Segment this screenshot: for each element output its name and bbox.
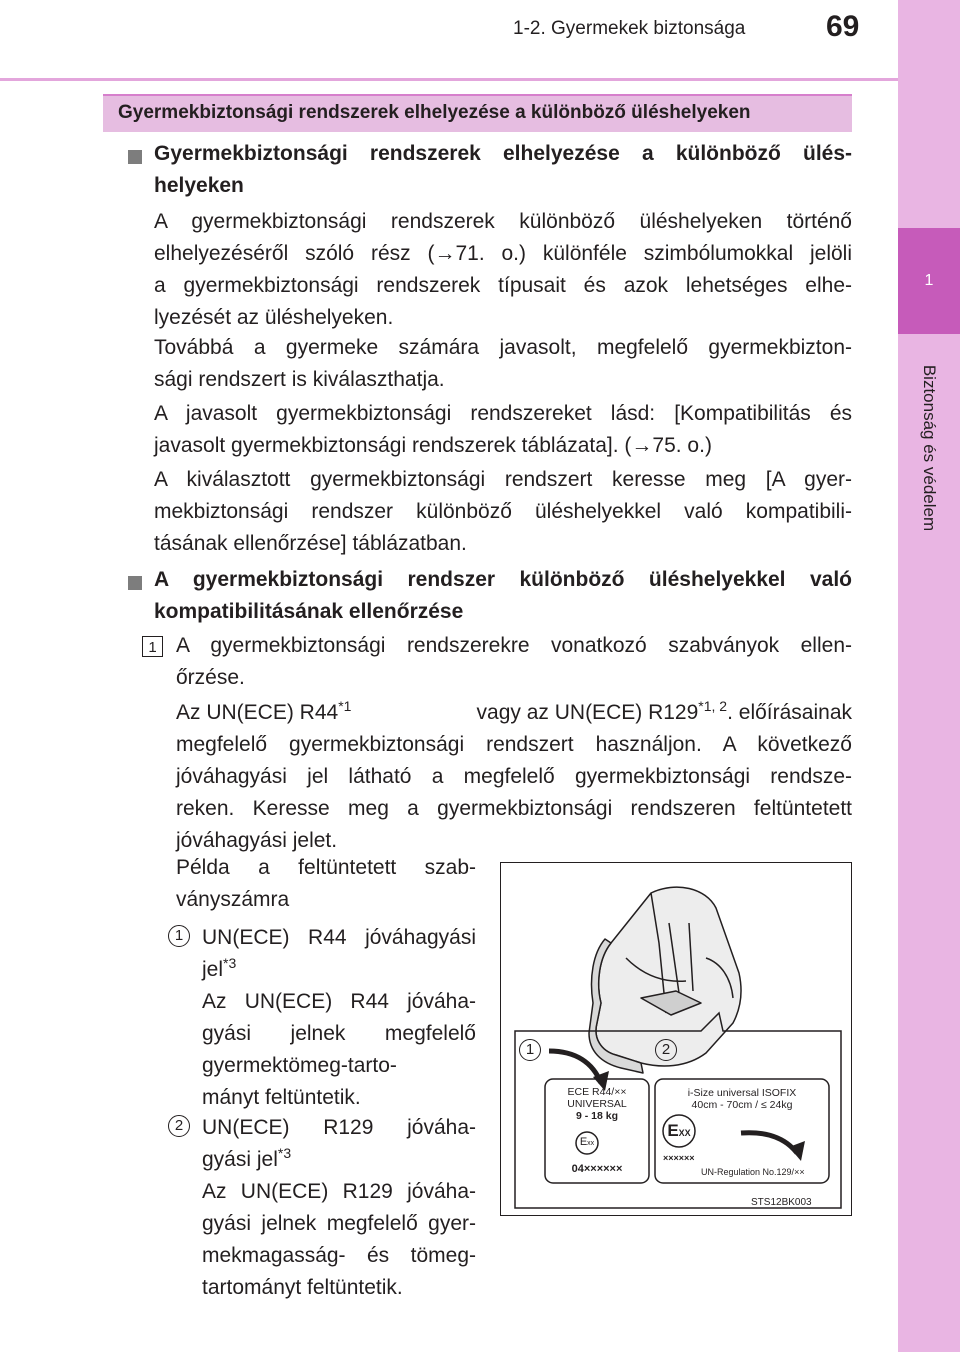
r44-line3: 9 - 18 kg [575, 1110, 619, 1122]
item2-number-circle: 2 [168, 1115, 190, 1137]
r129-regulation-mark: ×× [794, 1167, 805, 1177]
text-line: mekmagasság- és tömeg- [202, 1244, 476, 1267]
footnote-mark: *3 [223, 955, 237, 971]
r44-label-text [545, 1086, 649, 1122]
chapter-side-tab [898, 0, 960, 1352]
text-line: őrzése. [176, 666, 245, 689]
text-line: A kiválasztott gyermekbiztonsági rendszert keresse meg [A gyer- [154, 468, 852, 491]
r44-code-num: 04 [571, 1163, 584, 1175]
text-line: A javasolt gyermekbiztonsági rendszereket lásd: [Kompatibilitás és [154, 402, 852, 425]
r129-e-mark [663, 1121, 695, 1141]
section1-paragraph2 [154, 332, 852, 396]
bullet-square-icon [128, 150, 142, 164]
text-line: a gyermekbiztonsági rendszerek típusait és azok lehetséges elhe- [154, 274, 852, 297]
r129-regulation-text: UN-Regulation No.129/ [701, 1167, 795, 1177]
item1-text [202, 922, 476, 1114]
r129-label-text [655, 1087, 829, 1111]
text-line: tartományt feltüntetik. [202, 1276, 403, 1299]
std-text-b: vagy az UN(ECE) R129 [476, 701, 699, 724]
item2-text [202, 1112, 476, 1304]
arrow-1 [549, 1051, 601, 1083]
r129-line1: i-Size universal ISOFIX [687, 1087, 797, 1099]
std-part-a [176, 697, 351, 729]
r44-e-letter: E [579, 1136, 588, 1148]
r129-line2: 40cm - 70cm / ≤ 24kg [691, 1099, 793, 1111]
bullet-square-icon [128, 576, 142, 590]
section-banner-title: Gyermekbiztonsági rendszerek elhelyezése a különböző üléshelyeken [118, 102, 751, 123]
page-number: 69 [826, 10, 860, 43]
text-line: gyermektömeg-tarto- [202, 1054, 397, 1077]
r129-code: ×××××× [663, 1153, 695, 1163]
section1-paragraph1 [154, 206, 852, 334]
text-line: megfelelő gyermekbiztonsági rendszert használjon. A következő [176, 733, 852, 756]
section1-paragraph4 [154, 464, 852, 560]
text-line: jóváhagyási jel látható a megfelelő gyermekbiztonsági rendsze- [176, 765, 852, 788]
r44-line1-mark: ×× [614, 1086, 627, 1098]
std-part-b [477, 697, 852, 729]
text-line: jóváhagyási jelet. [176, 829, 338, 852]
chapter-title [918, 338, 940, 558]
r44-line2: UNIVERSAL [567, 1098, 627, 1110]
std-text-a: Az UN(ECE) R44 [176, 701, 339, 724]
arrow-2 [741, 1133, 797, 1153]
approval-label-figure [500, 862, 852, 1216]
item2-title-line2 [202, 1144, 476, 1176]
chapter-title-text: Biztonság és védelem [920, 364, 939, 532]
text-line: lyezését az üléshelyeken. [154, 306, 394, 329]
text-line: reken. Keresse meg a gyermekbiztonsági rendszeren feltüntetett [176, 797, 852, 820]
text-line: A gyermekbiztonsági rendszerek különböző üléshelyeken történő [154, 210, 852, 233]
chapter-number: 1 [898, 228, 960, 334]
text-line: gyási jelnek megfelelő [202, 1022, 476, 1045]
text-line: tásának ellenőrzése] táblázatban. [154, 532, 467, 555]
section1-heading-line1: Gyermekbiztonsági rendszerek elhelyezése a különböző ülés- [154, 142, 852, 165]
text-line: elhelyezéséről szóló rész (→71. o.) különféle szimbólumokkal jelöli [154, 242, 852, 265]
step-text [176, 630, 852, 694]
text-line: sági rendszert is kiválaszthatja. [154, 368, 445, 391]
section2-heading-line2: kompatibilitásának ellenőrzése [154, 600, 464, 623]
figure-code: STS12BK003 [751, 1197, 812, 1208]
text-span: gyási jel [202, 1148, 278, 1171]
r44-code-mark: ×××××× [583, 1163, 623, 1175]
footnote-mark: *1, 2 [698, 698, 728, 714]
section1-heading-line2: helyeken [154, 174, 244, 197]
figure-callout-2: 2 [655, 1039, 677, 1061]
r44-line1-text: ECE R44/ [567, 1086, 615, 1098]
footnote-mark: *1 [338, 698, 352, 714]
example-caption [176, 852, 476, 916]
standards-first-line [176, 697, 852, 729]
r129-regulation [701, 1167, 805, 1177]
text-span: jel [202, 958, 224, 981]
text-line: Az UN(ECE) R129 jóváha- [202, 1180, 476, 1203]
text-line: UN(ECE) R44 jóváhagyási [202, 926, 476, 949]
section1-paragraph3 [154, 398, 852, 462]
section2-heading-line1: A gyermekbiztonsági rendszer különböző üléshelyekkel való [154, 568, 852, 591]
standards-paragraph [176, 697, 852, 857]
r129-e-letter: E [667, 1121, 679, 1140]
r129-e-sub: XX [678, 1128, 691, 1138]
header-rule [0, 78, 898, 81]
text-line: Továbbá a gyermeke számára javasolt, megfelelő gyermekbizton- [154, 336, 852, 359]
item1-number-circle: 1 [168, 925, 190, 947]
section2-heading [154, 564, 852, 628]
footnote-mark: *3 [277, 1145, 292, 1161]
text-line: ványszámra [176, 888, 290, 911]
section1-heading [154, 138, 852, 202]
figure-callout-1: 1 [519, 1039, 541, 1061]
r44-e-mark [576, 1136, 598, 1148]
std-text-c: . előírásainak [727, 701, 852, 724]
text-line: UN(ECE) R129 jóváha- [202, 1116, 476, 1139]
text-line: gyási jelnek megfelelő gyer- [202, 1212, 476, 1235]
r44-e-sub: xx [587, 1140, 595, 1147]
step-number-box: 1 [142, 636, 163, 657]
r44-line1 [545, 1086, 649, 1098]
text-line: Az UN(ECE) R44 jóváha- [202, 990, 476, 1013]
text-line: mekbiztonsági rendszer különböző üléshelyekkel való kompatibili- [154, 500, 852, 523]
text-line: Példa a feltüntetett szab- [176, 856, 476, 879]
item1-title-line2 [202, 954, 476, 986]
running-head: 1-2. Gyermekek biztonsága [513, 18, 746, 39]
r44-code [545, 1163, 649, 1175]
text-line: javasolt gyermekbiztonsági rendszerek táblázata]. (→75. o.) [154, 434, 712, 457]
text-line: A gyermekbiztonsági rendszerekre vonatkozó szabványok ellen- [176, 634, 852, 657]
text-line: mányt feltüntetik. [202, 1086, 361, 1109]
